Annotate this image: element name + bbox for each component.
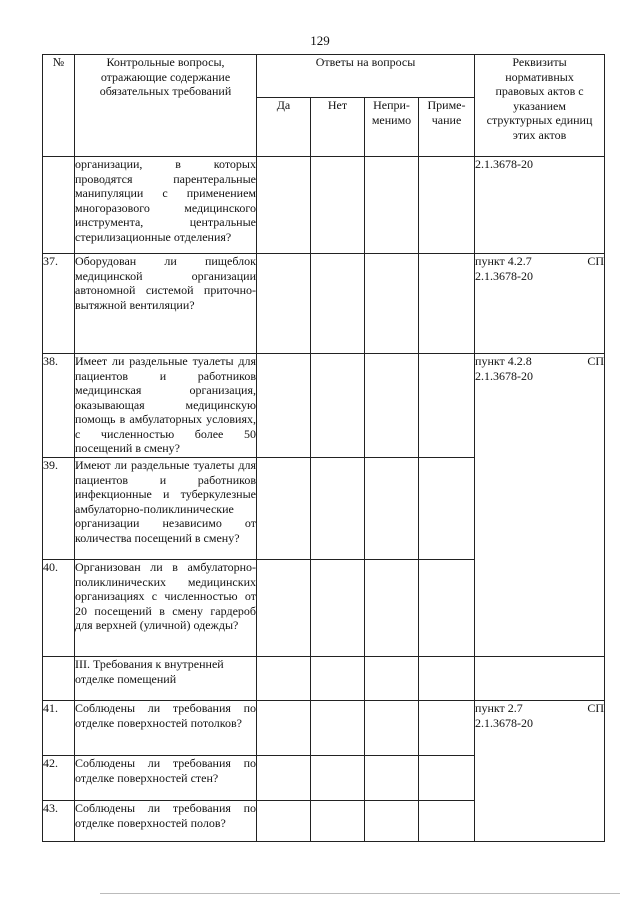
- reference-clause: пункт 2.7: [475, 701, 523, 715]
- header-no: Нет: [311, 98, 365, 157]
- answer-note-cell[interactable]: [419, 354, 475, 458]
- answer-na-cell[interactable]: [365, 756, 419, 801]
- answer-note-cell[interactable]: [419, 801, 475, 842]
- header-note-line1: Приме-: [427, 98, 466, 112]
- answer-yes-cell[interactable]: [257, 801, 311, 842]
- header-reference: Реквизиты нормативных правовых актов с указанием структурных единиц этих актов: [475, 55, 605, 157]
- answer-no-cell[interactable]: [311, 801, 365, 842]
- answer-na-cell[interactable]: [365, 157, 419, 254]
- answer-no-cell[interactable]: [311, 701, 365, 756]
- row-reference: [475, 701, 605, 842]
- reference-sp: СП: [587, 254, 605, 268]
- row-number: 42.: [43, 756, 75, 801]
- answer-na-cell[interactable]: [365, 560, 419, 657]
- answer-yes-cell[interactable]: [257, 254, 311, 354]
- row-number: 38.: [43, 354, 75, 458]
- row-question: Организован ли в амбулаторно-поликлинических медицинских организациях с численностью от 20 посещений в смену гардероб для верхней (уличной) одежды?: [75, 560, 257, 657]
- checklist-table: [42, 54, 605, 842]
- answer-na-cell[interactable]: [365, 254, 419, 354]
- row-question: Имеют ли раздельные туалеты для пациентов и работников инфекционные и туберкулезные амбулаторно-поликлинические организации независимо от количества посещений в смену?: [75, 458, 257, 560]
- answer-no-cell[interactable]: [311, 560, 365, 657]
- answer-note-cell: [419, 657, 475, 701]
- row-reference: [475, 657, 605, 701]
- answer-yes-cell[interactable]: [257, 354, 311, 458]
- row-number: 41.: [43, 701, 75, 756]
- answer-na-cell[interactable]: [365, 458, 419, 560]
- answer-no-cell[interactable]: [311, 254, 365, 354]
- table-row: [43, 254, 605, 354]
- header-yes: Да: [257, 98, 311, 157]
- reference-clause: пункт 4.2.8: [475, 354, 532, 368]
- table-row: [43, 701, 605, 756]
- header-not-applicable: [365, 98, 419, 157]
- section-heading: III. Требования к внутренней отделке помещений: [75, 657, 257, 701]
- reference-document: 2.1.3678-20: [475, 715, 534, 730]
- reference-sp: СП: [587, 354, 605, 368]
- reference-clause: пункт 4.2.7: [475, 254, 532, 268]
- row-number: 39.: [43, 458, 75, 560]
- reference-document: 2.1.3678-20: [475, 157, 534, 171]
- answer-note-cell[interactable]: [419, 458, 475, 560]
- page-number: 129: [310, 33, 330, 48]
- answer-yes-cell: [257, 657, 311, 701]
- answer-na-cell: [365, 657, 419, 701]
- answer-note-cell[interactable]: [419, 756, 475, 801]
- header-na-line1: Непри-: [373, 98, 410, 112]
- row-number: 40.: [43, 560, 75, 657]
- answer-yes-cell[interactable]: [257, 560, 311, 657]
- table-row: [43, 157, 605, 254]
- row-reference: [475, 157, 605, 254]
- answer-yes-cell[interactable]: [257, 701, 311, 756]
- answer-note-cell[interactable]: [419, 560, 475, 657]
- answer-no-cell[interactable]: [311, 756, 365, 801]
- answer-note-cell[interactable]: [419, 157, 475, 254]
- row-reference: [475, 254, 605, 354]
- answer-na-cell[interactable]: [365, 354, 419, 458]
- header-question: Контрольные вопросы, отражающие содержание обязательных требований: [75, 55, 257, 157]
- answer-na-cell[interactable]: [365, 701, 419, 756]
- answer-no-cell: [311, 657, 365, 701]
- row-number: 37.: [43, 254, 75, 354]
- answer-yes-cell[interactable]: [257, 157, 311, 254]
- answer-yes-cell[interactable]: [257, 756, 311, 801]
- answer-no-cell[interactable]: [311, 354, 365, 458]
- row-question: Соблюдены ли требования по отделке поверхностей полов?: [75, 801, 257, 842]
- header-na-line2: менимо: [371, 112, 412, 127]
- answer-na-cell[interactable]: [365, 801, 419, 842]
- answer-no-cell[interactable]: [311, 458, 365, 560]
- scan-edge-line: [100, 893, 620, 894]
- reference-document: 2.1.3678-20: [475, 368, 534, 383]
- header-note: [419, 98, 475, 157]
- row-reference: [475, 354, 605, 657]
- answer-note-cell[interactable]: [419, 701, 475, 756]
- answer-yes-cell[interactable]: [257, 458, 311, 560]
- answer-note-cell[interactable]: [419, 254, 475, 354]
- row-question: организации, в которых проводятся парентеральные манипуляции с применением многоразового медицинского инструмента, центральные стерилизационные отделения?: [75, 157, 257, 254]
- row-number: [43, 157, 75, 254]
- reference-sp: СП: [587, 701, 605, 715]
- header-number: №: [43, 55, 75, 157]
- reference-document: 2.1.3678-20: [475, 268, 534, 283]
- header-note-line2: чание: [431, 112, 462, 127]
- table-row: [43, 354, 605, 458]
- table-section-row: [43, 657, 605, 701]
- answer-no-cell[interactable]: [311, 157, 365, 254]
- row-number: [43, 657, 75, 701]
- row-question: Соблюдены ли требования по отделке поверхностей потолков?: [75, 701, 257, 756]
- row-number: 43.: [43, 801, 75, 842]
- row-question: Имеет ли раздельные туалеты для пациентов и работников медицинская организация, оказывающая медицинскую помощь в амбулаторных условиях, с численностью более 50 посещений в смену?: [75, 354, 257, 458]
- row-question: Оборудован ли пищеблок медицинской организации автономной системой приточно-вытяжной вентиляции?: [75, 254, 257, 354]
- header-answers: Ответы на вопросы: [257, 55, 475, 98]
- row-question: Соблюдены ли требования по отделке поверхностей стен?: [75, 756, 257, 801]
